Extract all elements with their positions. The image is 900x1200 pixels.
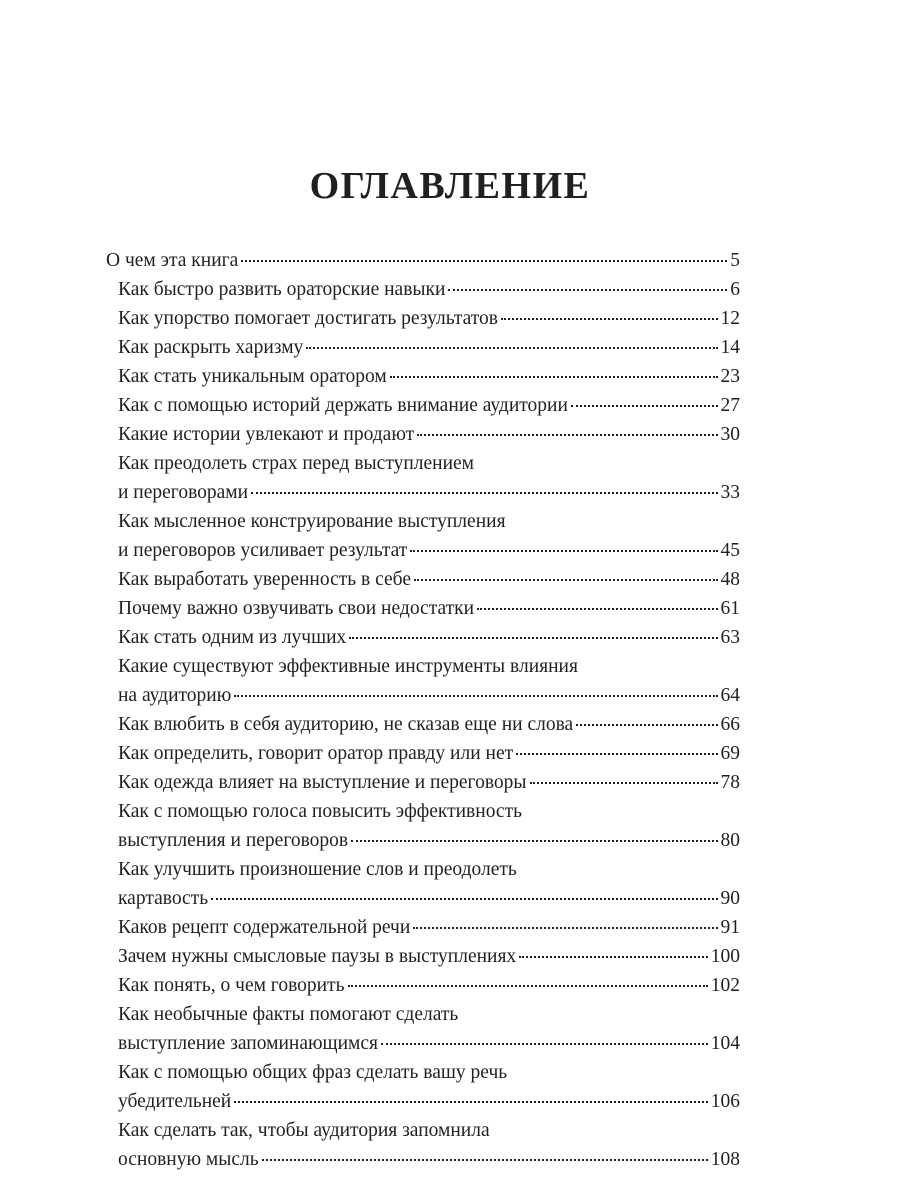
dot-leader bbox=[477, 608, 717, 610]
toc-entry-line bbox=[118, 855, 740, 884]
dot-leader bbox=[262, 1159, 708, 1161]
toc-entry-line bbox=[118, 1000, 740, 1029]
toc-page-number: 69 bbox=[720, 743, 740, 764]
toc-entry-title: убедительней bbox=[118, 1091, 232, 1112]
toc-entry-line bbox=[118, 884, 740, 913]
toc-entry-line bbox=[118, 565, 740, 594]
dot-leader bbox=[306, 347, 717, 349]
toc-page-number: 91 bbox=[720, 917, 740, 938]
dot-leader bbox=[501, 318, 718, 320]
toc-entry-line bbox=[118, 623, 740, 652]
toc-entry-title: Как стать уникальным оратором bbox=[118, 366, 387, 387]
toc-entry-line bbox=[118, 913, 740, 942]
toc-entry[interactable] bbox=[106, 565, 740, 594]
toc-page-number: 106 bbox=[710, 1091, 740, 1112]
toc-entry-title: Как выработать уверенность в себе bbox=[118, 569, 411, 590]
toc-entry-title: Как упорство помогает достигать результатов bbox=[118, 308, 498, 329]
table-of-contents bbox=[106, 246, 740, 1174]
toc-entry-line bbox=[118, 768, 740, 797]
toc-page-number: 27 bbox=[720, 395, 740, 416]
toc-entry-title: Как необычные факты помогают сделать bbox=[118, 1004, 459, 1025]
toc-page-number: 12 bbox=[720, 308, 740, 329]
toc-entry-title: Почему важно озвучивать свои недостатки bbox=[118, 598, 475, 619]
toc-entry-line bbox=[118, 304, 740, 333]
toc-entry-line bbox=[118, 594, 740, 623]
dot-leader bbox=[413, 927, 717, 929]
toc-page-number: 5 bbox=[730, 250, 740, 271]
page-title: ОГЛАВЛЕНИЕ bbox=[309, 165, 591, 207]
toc-entry-line bbox=[118, 739, 740, 768]
toc-entry-title: Как определить, говорит оратор правду или нет bbox=[118, 743, 514, 764]
toc-entry[interactable] bbox=[106, 913, 740, 942]
dot-leader bbox=[349, 637, 717, 639]
toc-entry[interactable] bbox=[106, 391, 740, 420]
toc-entry-title: Как с помощью общих фраз сделать вашу речь bbox=[118, 1062, 508, 1083]
toc-entry-title: Какие истории увлекают и продают bbox=[118, 424, 415, 445]
toc-entry-line bbox=[118, 1145, 740, 1174]
toc-entry-line bbox=[118, 333, 740, 362]
toc-entry-line bbox=[118, 971, 740, 1000]
toc-entry[interactable] bbox=[106, 739, 740, 768]
toc-entry-line bbox=[118, 1116, 740, 1145]
dot-leader bbox=[410, 550, 717, 552]
toc-page-number: 63 bbox=[720, 627, 740, 648]
toc-entry[interactable] bbox=[106, 797, 740, 855]
dot-leader bbox=[576, 724, 717, 726]
toc-entry-title: и переговорами bbox=[118, 482, 249, 503]
toc-entry[interactable] bbox=[106, 623, 740, 652]
toc-page-number: 45 bbox=[720, 540, 740, 561]
toc-entry-title: Как одежда влияет на выступление и переговоры bbox=[118, 772, 527, 793]
toc-entry[interactable] bbox=[106, 971, 740, 1000]
toc-entry-title: Зачем нужны смысловые паузы в выступлениях bbox=[118, 946, 517, 967]
toc-entry-line bbox=[118, 275, 740, 304]
toc-entry[interactable] bbox=[106, 362, 740, 391]
dot-leader bbox=[530, 782, 718, 784]
toc-entry-title: Как мысленное конструирование выступления bbox=[118, 511, 506, 532]
dot-leader bbox=[234, 695, 717, 697]
toc-entry-line bbox=[118, 710, 740, 739]
toc-entry[interactable] bbox=[106, 420, 740, 449]
toc-page-number: 61 bbox=[720, 598, 740, 619]
toc-entry-line bbox=[118, 681, 740, 710]
toc-page-number: 66 bbox=[720, 714, 740, 735]
toc-entry-title: Как раскрыть харизму bbox=[118, 337, 304, 358]
dot-leader bbox=[448, 289, 727, 291]
toc-entry-title: Как с помощью голоса повысить эффективность bbox=[118, 801, 522, 822]
dot-leader bbox=[519, 956, 708, 958]
toc-entry[interactable] bbox=[106, 855, 740, 913]
toc-entry-line bbox=[118, 478, 740, 507]
toc-page-number: 90 bbox=[720, 888, 740, 909]
toc-entry[interactable] bbox=[106, 275, 740, 304]
toc-page-number: 33 bbox=[720, 482, 740, 503]
toc-entry[interactable] bbox=[106, 333, 740, 362]
toc-entry-line bbox=[118, 507, 740, 536]
toc-entry-title: Как преодолеть страх перед выступлением bbox=[118, 453, 475, 474]
toc-entry-title: Как быстро развить ораторские навыки bbox=[118, 279, 446, 300]
toc-page-number: 100 bbox=[710, 946, 740, 967]
toc-entry-title: Каков рецепт содержательной речи bbox=[118, 917, 411, 938]
toc-entry[interactable] bbox=[106, 652, 740, 710]
toc-entry[interactable] bbox=[106, 942, 740, 971]
toc-entry-line bbox=[118, 362, 740, 391]
toc-entry[interactable] bbox=[106, 1116, 740, 1174]
dot-leader bbox=[351, 840, 717, 842]
toc-page-number: 14 bbox=[720, 337, 740, 358]
toc-entry-title: выступление запоминающимся bbox=[118, 1033, 378, 1054]
toc-page-number: 80 bbox=[720, 830, 740, 851]
toc-entry-title: Как понять, о чем говорить bbox=[118, 975, 345, 996]
dot-leader bbox=[234, 1101, 708, 1103]
dot-leader bbox=[381, 1043, 708, 1045]
toc-entry-title: выступления и переговоров bbox=[118, 830, 349, 851]
toc-page-number: 30 bbox=[720, 424, 740, 445]
toc-page-number: 23 bbox=[720, 366, 740, 387]
toc-entry-title: и переговоров усиливает результат bbox=[118, 540, 408, 561]
toc-entry-line bbox=[118, 391, 740, 420]
toc-entry-line bbox=[118, 1058, 740, 1087]
toc-entry-title: картавость bbox=[118, 888, 209, 909]
toc-entry-title: Как улучшить произношение слов и преодолеть bbox=[118, 859, 517, 880]
toc-entry-line bbox=[118, 449, 740, 478]
dot-leader bbox=[571, 405, 718, 407]
toc-entry-title: Как с помощью историй держать внимание аудитории bbox=[118, 395, 568, 416]
toc-page-number: 64 bbox=[720, 685, 740, 706]
toc-entry-line bbox=[118, 652, 740, 681]
toc-entry-line bbox=[106, 246, 740, 275]
dot-leader bbox=[348, 985, 708, 987]
toc-entry-title: Какие существуют эффективные инструменты влияния bbox=[118, 656, 578, 677]
toc-entry-line bbox=[118, 420, 740, 449]
toc-entry-title: на аудиторию bbox=[118, 685, 232, 706]
toc-entry[interactable] bbox=[106, 304, 740, 333]
toc-page-number: 78 bbox=[720, 772, 740, 793]
toc-entry-line bbox=[118, 942, 740, 971]
dot-leader bbox=[417, 434, 717, 436]
toc-entry[interactable] bbox=[106, 768, 740, 797]
toc-page-number: 104 bbox=[710, 1033, 740, 1054]
toc-entry-line bbox=[118, 797, 740, 826]
toc-entry[interactable] bbox=[106, 710, 740, 739]
dot-leader bbox=[516, 753, 717, 755]
toc-entry[interactable] bbox=[106, 594, 740, 623]
toc-entry[interactable] bbox=[106, 1000, 740, 1058]
toc-entry[interactable] bbox=[106, 449, 740, 507]
toc-page-number: 6 bbox=[730, 279, 740, 300]
toc-entry-title: Как стать одним из лучших bbox=[118, 627, 347, 648]
toc-page-number: 102 bbox=[710, 975, 740, 996]
toc-entry-line bbox=[118, 536, 740, 565]
toc-entry-title: Как сделать так, чтобы аудитория запомнила bbox=[118, 1120, 490, 1141]
dot-leader bbox=[211, 898, 717, 900]
toc-entry[interactable] bbox=[106, 507, 740, 565]
dot-leader bbox=[390, 376, 718, 378]
toc-page-number: 48 bbox=[720, 569, 740, 590]
toc-entry-line bbox=[118, 826, 740, 855]
dot-leader bbox=[251, 492, 717, 494]
toc-entry-title: О чем эта книга bbox=[106, 250, 239, 271]
toc-entry-line bbox=[118, 1087, 740, 1116]
dot-leader bbox=[414, 579, 718, 581]
toc-page-number: 108 bbox=[710, 1149, 740, 1170]
dot-leader bbox=[241, 260, 727, 262]
toc-entry-title: основную мысль bbox=[118, 1149, 259, 1170]
toc-entry[interactable] bbox=[106, 246, 740, 275]
toc-entry-title: Как влюбить в себя аудиторию, не сказав еще ни слова bbox=[118, 714, 574, 735]
toc-entry-line bbox=[118, 1029, 740, 1058]
toc-entry[interactable] bbox=[106, 1058, 740, 1116]
